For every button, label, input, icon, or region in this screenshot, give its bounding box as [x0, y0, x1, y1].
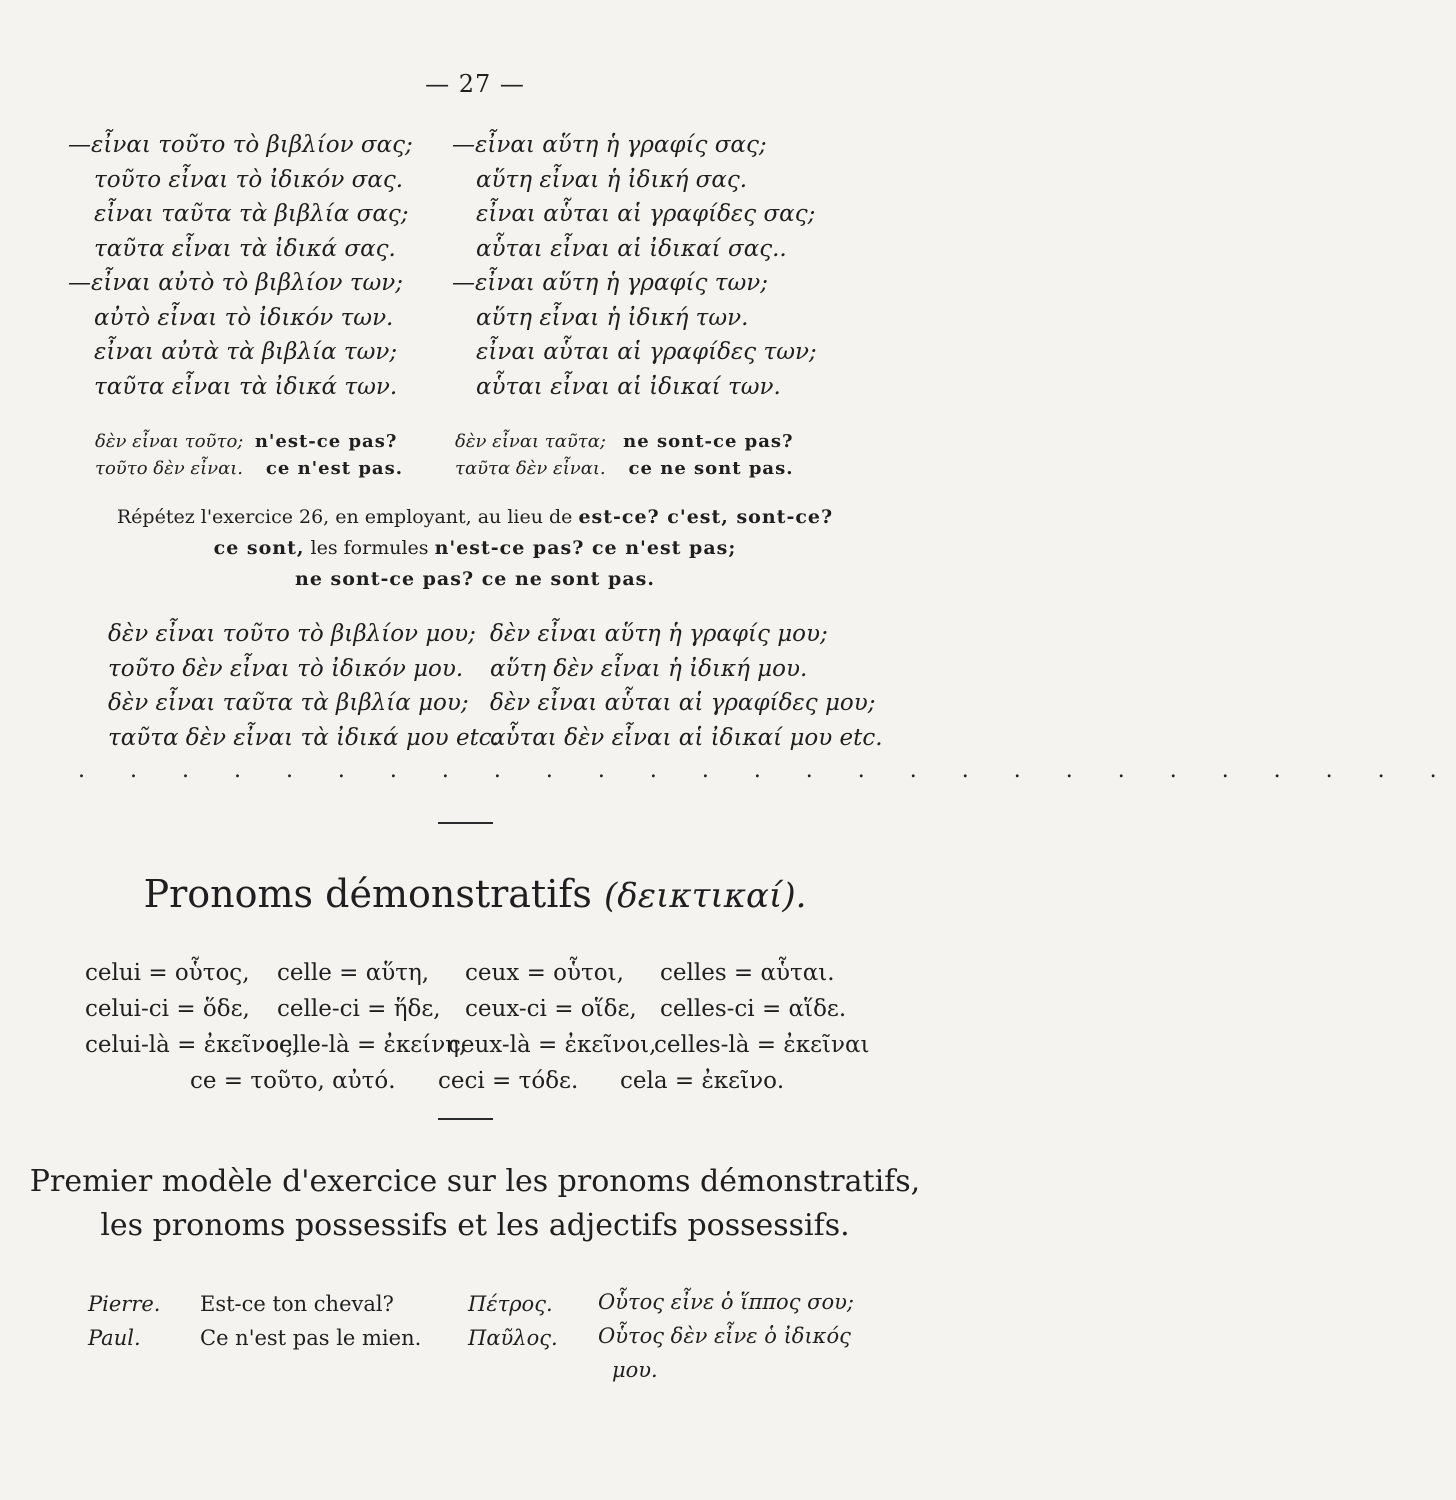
section-title-greek: (δεικτικαί).: [604, 876, 807, 916]
pronoun-entry: ceux = οὗτοι,: [465, 960, 624, 986]
right-sentence: εἶναι αὗται αἱ γραφίδες των;: [476, 339, 817, 365]
negative-left-block: [108, 617, 499, 755]
negation-formula-left: [95, 428, 403, 482]
pronoun-entry: celle-là = ἐκείνη,: [266, 1032, 467, 1058]
dialogue-line-french: Est-ce ton cheval?: [200, 1292, 394, 1316]
negation-french: ce ne sont pas.: [628, 458, 794, 479]
negation-french: ce n'est pas.: [265, 458, 403, 479]
dialogue-line-greek: Οὗτος δὲν εἶνε ὁ ἰδικός: [598, 1324, 851, 1348]
exercise-model-heading: Premier modèle d'exercice sur les pronoms démonstratifs,: [29, 1164, 921, 1199]
left-sentence: εἶναι αὐτὰ τὰ βιβλία των;: [94, 339, 398, 365]
left-sentence: αὐτὸ εἶναι τὸ ἰδικόν των.: [94, 304, 394, 331]
speaker-name-greek: Παῦλος.: [468, 1326, 558, 1350]
divider-rule: [438, 1118, 493, 1120]
negation-greek: ταῦτα δὲν εἶναι.: [455, 458, 606, 479]
right-sentence: —εἶναι αὕτη ἡ γραφίς σας;: [452, 132, 767, 158]
pronoun-entry: ce = τοῦτο, αὐτό.: [190, 1068, 396, 1094]
right-sentence: αὕτη εἶναι ἡ ἰδική σας.: [476, 166, 748, 193]
negative-sentence: αὗται δὲν εἶναι αἱ ἰδικαί μου etc.: [490, 724, 883, 751]
pronoun-entry: celles-ci = αἵδε.: [660, 996, 847, 1022]
exercise-model-heading: les pronoms possessifs et les adjectifs possessifs.: [100, 1208, 850, 1243]
section-title: [0, 870, 950, 920]
pronoun-entry: cela = ἐκεῖνο.: [620, 1068, 785, 1094]
right-sentence-block: [452, 128, 817, 404]
right-sentence: —εἶναι αὕτη ἡ γραφίς των;: [452, 270, 768, 296]
instruction-formula: est-ce? c'est, sont-ce?: [578, 506, 834, 528]
section-title-french: Pronoms démonstratifs: [143, 872, 592, 916]
negative-sentence: αὕτη δὲν εἶναι ἡ ἰδική μου.: [490, 655, 808, 682]
negation-french: ne sont-ce pas?: [623, 431, 794, 452]
pronoun-entry: celle = αὕτη,: [277, 960, 430, 986]
pronoun-entry: celui-là = ἐκεῖνος,: [85, 1032, 300, 1058]
left-sentence-block: [68, 128, 413, 404]
dialogue-line-french: Ce n'est pas le mien.: [200, 1326, 422, 1350]
pronoun-entry: ceci = τόδε.: [438, 1068, 579, 1094]
speaker-name-greek: Πέτρος.: [468, 1292, 553, 1316]
negation-greek: δὲν εἶναι ταῦτα;: [455, 431, 606, 452]
left-sentence: ταῦτα εἶναι τὰ ἰδικά των.: [94, 373, 398, 400]
negative-sentence: δὲν εἶναι αὗται αἱ γραφίδες μου;: [490, 690, 876, 716]
pronoun-entry: celles-là = ἐκεῖναι: [654, 1032, 870, 1058]
negation-greek: τοῦτο δὲν εἶναι.: [95, 458, 244, 479]
instruction-text: les formules: [310, 537, 429, 559]
negative-sentence: δὲν εἶναι τοῦτο τὸ βιβλίον μου;: [108, 621, 476, 647]
ellipsis-dots: . . . . . . . . . . . . . . . . . . . . . . . . . . .: [78, 758, 1456, 783]
pronoun-entry: ceux-là = ἐκεῖνοι,: [448, 1032, 657, 1058]
left-sentence: —εἶναι αὐτὸ τὸ βιβλίον των;: [68, 270, 404, 296]
left-sentence: τοῦτο εἶναι τὸ ἰδικόν σας.: [94, 166, 404, 193]
instruction-formula: ne sont-ce pas? ce ne sont pas.: [295, 568, 655, 590]
pronoun-entry: celui = οὗτος,: [85, 960, 250, 986]
negation-greek: δὲν εἶναι τοῦτο;: [95, 431, 244, 452]
right-sentence: αὗται εἶναι αἱ ἰδικαί σας..: [476, 235, 787, 262]
right-sentence: αὗται εἶναι αἱ ἰδικαί των.: [476, 373, 781, 400]
page-number: — 27 —: [425, 70, 525, 98]
dialogue-line-greek: μου.: [612, 1358, 658, 1382]
pronoun-entry: celles = αὗται.: [660, 960, 835, 986]
negative-right-block: [490, 617, 883, 755]
instruction-text: Répétez l'exercice 26, en employant, au lieu de: [116, 506, 573, 528]
divider-rule: [438, 822, 493, 824]
pronoun-entry: ceux-ci = οἵδε,: [465, 996, 637, 1022]
pronoun-entry: celle-ci = ἥδε,: [277, 996, 441, 1022]
speaker-name-french: Pierre.: [88, 1292, 161, 1316]
dialogue-line-greek: Οὗτος εἶνε ὁ ἵππος σου;: [598, 1290, 854, 1314]
left-sentence: —εἶναι τοῦτο τὸ βιβλίον σας;: [68, 132, 413, 158]
exercise-instruction: [60, 502, 890, 595]
right-sentence: αὕτη εἶναι ἡ ἰδική των.: [476, 304, 749, 331]
negative-sentence: τοῦτο δὲν εἶναι τὸ ἰδικόν μου.: [108, 655, 464, 682]
left-sentence: ταῦτα εἶναι τὰ ἰδικά σας.: [94, 235, 396, 262]
speaker-name-french: Paul.: [88, 1326, 141, 1350]
negative-sentence: δὲν εἶναι ταῦτα τὰ βιβλία μου;: [108, 690, 469, 716]
left-sentence: εἶναι ταῦτα τὰ βιβλία σας;: [94, 201, 409, 227]
negation-french: n'est-ce pas?: [254, 431, 398, 452]
instruction-formula: n'est-ce pas? ce n'est pas;: [434, 537, 737, 559]
right-sentence: εἶναι αὗται αἱ γραφίδες σας;: [476, 201, 816, 227]
instruction-formula: ce sont,: [213, 537, 305, 559]
negative-sentence: δὲν εἶναι αὕτη ἡ γραφίς μου;: [490, 621, 828, 647]
pronoun-entry: celui-ci = ὅδε,: [85, 996, 250, 1022]
negation-formula-right: [455, 428, 794, 482]
negative-sentence: ταῦτα δὲν εἶναι τὰ ἰδικά μου etc.: [108, 724, 499, 751]
